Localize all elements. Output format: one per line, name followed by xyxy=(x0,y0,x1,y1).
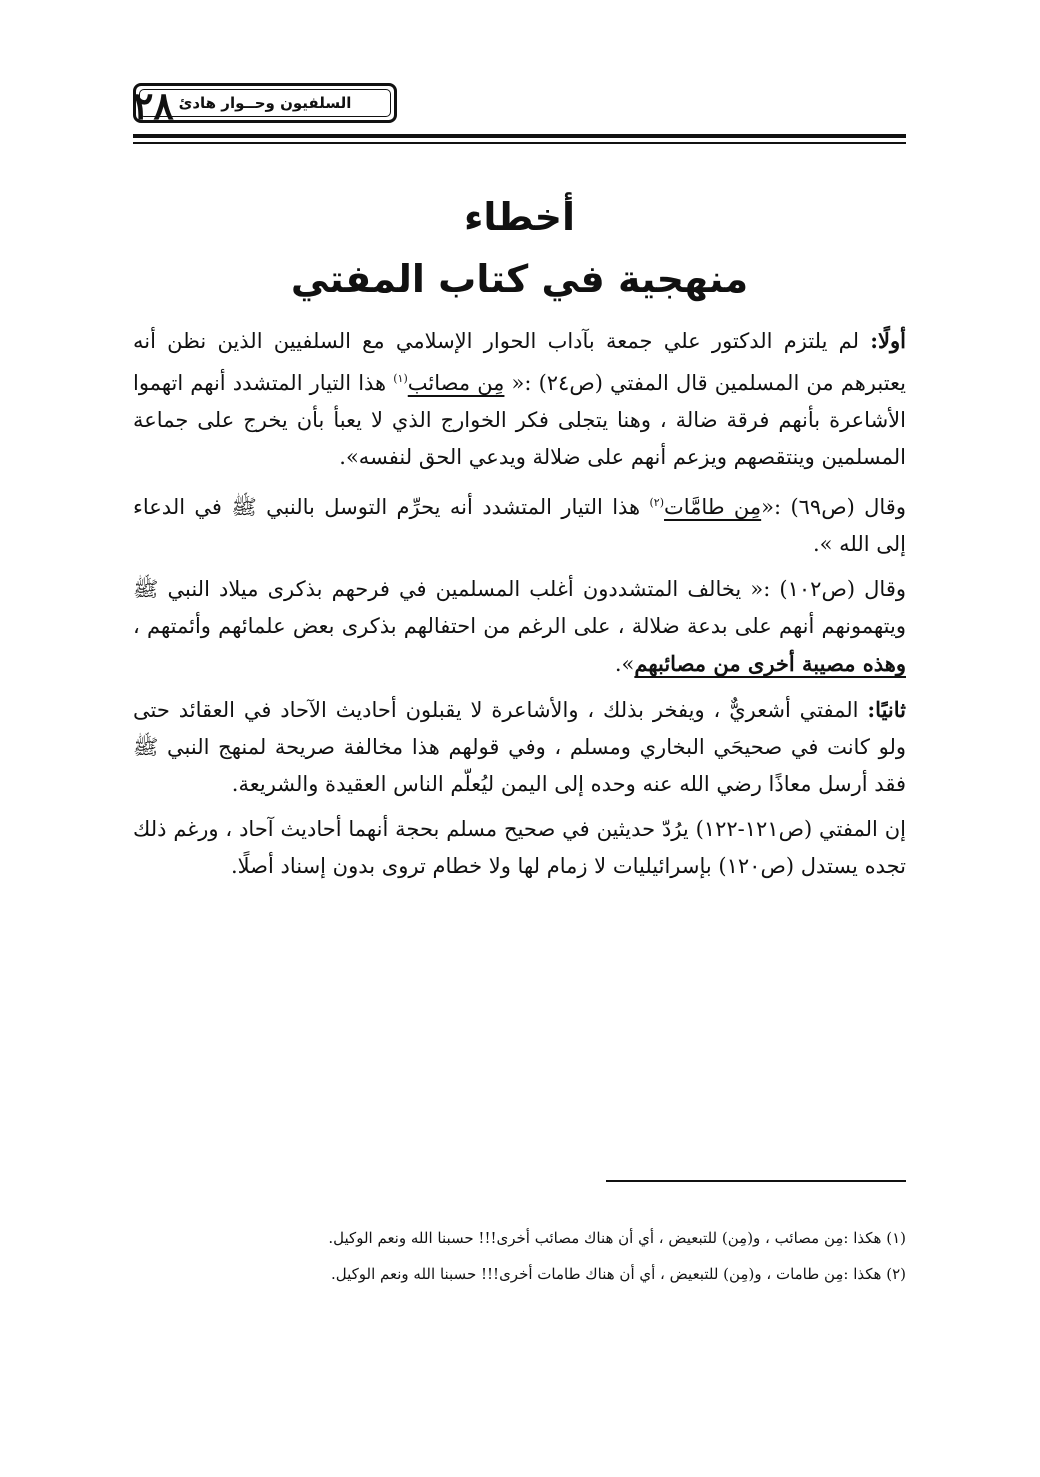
quoted-phrase: مِن مصائب xyxy=(407,371,505,395)
paragraph-lead: ثانيًا: xyxy=(867,697,906,722)
paragraph-text: هذا التيار المتشدد أنه يحرِّم التوسل بالنبي ﷺ في الدعاء إلى الله ». xyxy=(133,495,906,556)
paragraph-ahad-hadith xyxy=(133,811,906,885)
chapter-heading xyxy=(133,186,906,310)
footnote-2: (٢) هكذا :مِن طامات ، و(مِن) للتبعيض ، أي أن هناك طامات أخرى!!! حسبنا الله ونعم الوكيل. xyxy=(330,1265,906,1283)
chapter-title-line-2: منهجية في كتاب المفتي xyxy=(290,257,749,301)
paragraph-second-point xyxy=(133,691,906,803)
header-rule-thick xyxy=(133,134,906,138)
running-title: السلفيون وحــوار هادئ xyxy=(139,89,391,117)
footnote-separator xyxy=(606,1180,906,1182)
footnote-ref-2[interactable]: (٢) xyxy=(649,496,665,509)
header-rule-thin xyxy=(133,142,906,144)
paragraph-text: وقال (ص٦٩) :« xyxy=(761,495,906,519)
body-text xyxy=(133,322,906,893)
paragraph-tawassul xyxy=(133,484,906,563)
paragraph-mawlid xyxy=(133,571,906,683)
footnote-1: (١) هكذا :مِن مصائب ، و(مِن) للتبعيض ، أي أن هناك مصائب أخرى!!! حسبنا الله ونعم الوكيل. xyxy=(328,1229,906,1247)
paragraph-text: لم يلتزم الدكتور علي جمعة بآداب الحوار الإسلامي مع السلفيين الذين نظن أنه يعتبرهم من المسلمين قال المفتي (ص٢٤) :« xyxy=(133,329,907,395)
paragraph-first-point xyxy=(133,322,906,476)
paragraph-text: إن المفتي (ص١٢١-١٢٢) يرُدّ حديثين في صحيح مسلم بحجة أنهما أحاديث آحاد ، ورغم ذلك تجده يستدل (ص١٢٠) بإسرائيليات لا زمام لها ولا خطام تروى بدون إسناد أصلًا. xyxy=(133,817,907,878)
running-title-frame xyxy=(133,83,397,123)
footnotes xyxy=(133,1220,906,1292)
paragraph-text: هذا التيار المتشدد أنهم اتهموا الأشاعرة بأنهم فرقة ضالة ، وهنا يتجلى فكر الخوارج الذي لا يعبأ بأن يخرج على جماعة المسلمين وينتقصهم ويزعم أنهم على ضلالة ويدعي الحق لنفسه». xyxy=(133,371,906,469)
paragraph-lead: أولًا: xyxy=(870,328,906,353)
emphasized-phrase: وهذه مصيبة أخرى من مصائبهم xyxy=(634,651,906,676)
chapter-title-line-1: أخطاء xyxy=(463,195,576,239)
paragraph-text: وقال (ص١٠٢) :« يخالف المتشددون أغلب المسلمين في فرحهم بذكرى ميلاد النبي ﷺ ويتهمونهم أنهم على بدعة ضلالة ، على الرغم من احتفالهم بذكرى بعض علمائهم وأئمتهم ، xyxy=(133,577,907,638)
paragraph-text: المفتي أشعريٌّ ، ويفخر بذلك ، والأشاعرة لا يقبلون أحاديث الآحاد في العقائد حتى ولو كانت في صحيحَي البخاري ومسلم ، وفي قولهم هذا مخالفة صريحة لمنهج النبي ﷺ فقد أرسل معاذًا رضي الله عنه وحده إلى اليمن ليُعلّم الناس العقيدة والشريعة. xyxy=(133,698,906,796)
page-number: ٢٨ xyxy=(133,83,174,128)
quoted-phrase: مِن طامَّات xyxy=(664,495,762,519)
paragraph-text: ». xyxy=(614,652,635,676)
footnote-ref-1[interactable]: (١) xyxy=(393,372,408,385)
